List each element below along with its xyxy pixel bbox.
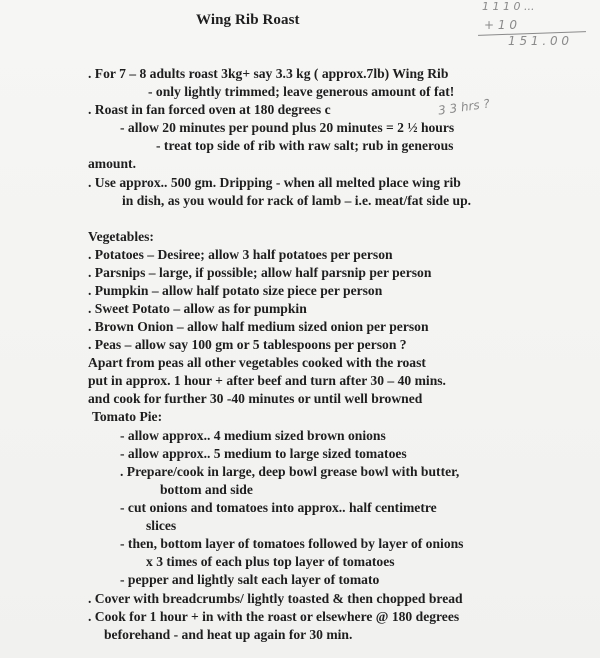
- text-line: . Sweet Potato – allow as for pumpkin: [88, 301, 307, 316]
- text-line: - allow 20 minutes per pound plus 20 minutes = 2 ½ hours: [120, 120, 455, 135]
- text-line: and cook for further 30 -40 minutes or until well browned: [88, 391, 423, 406]
- text-line: x 3 times of each plus top layer of tomatoes: [146, 554, 395, 569]
- text-line: in dish, as you would for rack of lamb – i.e. meat/fat side up.: [122, 193, 472, 208]
- text-line: amount.: [88, 156, 136, 171]
- text-line: - then, bottom layer of tomatoes followed by layer of onions: [120, 536, 464, 551]
- section-heading-vegetables: Vegetables:: [88, 229, 154, 244]
- text-line: . Cook for 1 hour + in with the roast or elsewhere @ 180 degrees: [88, 609, 460, 624]
- text-line: put in approx. 1 hour + after beef and turn after 30 – 40 mins.: [88, 373, 446, 388]
- text-line: . Use approx.. 500 gm. Dripping - when all melted place wing rib: [88, 175, 461, 190]
- text-line: - pepper and lightly salt each layer of tomato: [120, 572, 380, 587]
- text-line: - only lightly trimmed; leave generous amount of fat!: [148, 84, 455, 99]
- text-line: . Brown Onion – allow half medium sized onion per person: [88, 319, 429, 334]
- text-line: . Prepare/cook in large, deep bowl grease bowl with butter,: [120, 464, 460, 479]
- text-line: beforehand - and heat up again for 30 min.: [104, 627, 353, 642]
- text-line: Apart from peas all other vegetables cooked with the roast: [88, 355, 426, 370]
- recipe-title: Wing Rib Roast: [196, 12, 300, 28]
- handwritten-note: 3 3 hrs ?: [437, 96, 491, 118]
- handwritten-sum-middle: + 1 0: [484, 18, 517, 32]
- text-line: . Peas – allow say 100 gm or 5 tablespoons per person ?: [88, 337, 407, 352]
- section-heading-tomato-pie: Tomato Pie:: [92, 409, 163, 424]
- text-line: . Potatoes – Desiree; allow 3 half potatoes per person: [88, 247, 393, 262]
- text-line: . Cover with breadcrumbs/ lightly toasted & then chopped bread: [88, 591, 463, 606]
- text-line: - allow approx.. 5 medium to large sized tomatoes: [120, 446, 407, 461]
- text-line: - treat top side of rib with raw salt; rub in generous: [156, 138, 454, 153]
- text-line: . Roast in fan forced oven at 180 degrees c: [88, 102, 331, 117]
- text-line: - allow approx.. 4 medium sized brown onions: [120, 428, 386, 443]
- handwritten-sum-total: 1 5 1 . 0 0: [508, 34, 570, 48]
- handwritten-sum-top: 1 1 1 0 ...: [482, 0, 535, 13]
- text-line: . Parsnips – large, if possible; allow half parsnip per person: [88, 265, 432, 280]
- text-line: bottom and side: [160, 482, 253, 497]
- text-line: slices: [146, 518, 177, 533]
- text-line: - cut onions and tomatoes into approx.. half centimetre: [120, 500, 437, 515]
- text-line: . Pumpkin – allow half potato size piece per person: [88, 283, 383, 298]
- text-line: . For 7 – 8 adults roast 3kg+ say 3.3 kg ( approx.7lb) Wing Rib: [88, 66, 449, 81]
